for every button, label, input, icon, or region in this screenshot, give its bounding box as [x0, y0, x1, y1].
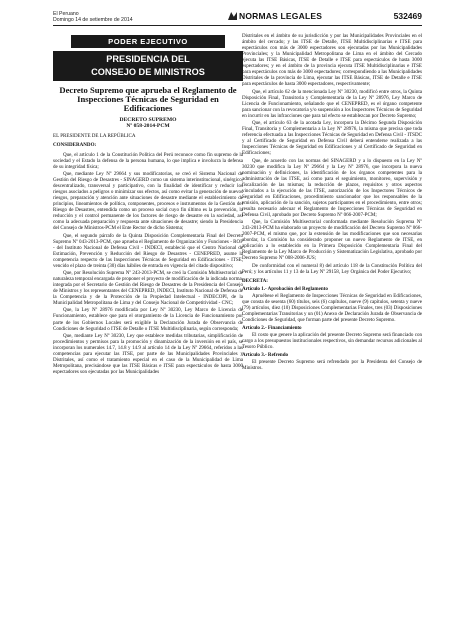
- article-body: El costo que genere la aplicación del presente Decreto Supremo será financiado con cargo a los presupuestos institucionales respectivos, sin demandar recursos adicionales al Tesoro Público.: [242, 332, 423, 351]
- president-line: EL PRESIDENTE DE LA REPÚBLICA: [53, 133, 136, 140]
- decree-number: [53, 117, 243, 130]
- section-title: [228, 11, 322, 21]
- right-column: [242, 33, 422, 373]
- issue-date: Domingo 14 de setiembre de 2014: [53, 17, 133, 23]
- presidencia-line1: PRESIDENCIA DEL: [106, 54, 190, 64]
- page-header: [53, 11, 422, 25]
- poder-ejecutivo-banner: PODER EJECUTIVO: [71, 35, 225, 48]
- section-label: NORMAS LEGALES: [239, 11, 323, 21]
- paragraph: Que, mediante Ley Nº 30230, Ley que establece medidas tributarias, simplificación de procedimientos y permisos para la promoción y dinamización de la inversión en el país, se incorporan los numerales 14.7, 14.8 y 14.9 al artículo 14 de la Ley Nº 29664, referidos a las competencias para ejecutar las ITSE, por parte de las Municipalidades Provinciales y Distritales, así como el tratamiento especial en el caso de la Municipalidad de Lima Metropolitana, precisándose que las ITSE Básicas e ITSE para espectáculos de hasta 3000 espectadores son ejecutadas por las Municipalidades: [53, 332, 243, 376]
- article-title: Artículo 1.- Aprobación del Reglamento: [242, 285, 328, 292]
- header-rule: [53, 25, 422, 26]
- paragraph: Que, de acuerdo con las normas del SINAGERD y a lo dispuesto en la Ley Nº 30230 que modifica la Ley Nº 29664 y la Ley Nº 28976, que incorpora la nueva nominación y definiciones, la identificación de los órganos competentes para la administración de las ITSE, así como para el seguimiento, monitoreo, supervisión y fiscalización de las mismas; la reducción de plazos, requisitos y otros aspectos vinculados a la ejecución de las ITSE, autorización de los Inspectores Técnicos de Seguridad en Edificaciones, procedimiento sancionador que los responsables de la emisión, aplicación de la sanción, sujetos participantes en el procedimiento, entre otros; resulta necesario adecuar el Reglamento de Inspecciones Técnicas de Seguridad en Defensa Civil, aprobado por Decreto Supremo Nº 066-2007-PCM;: [242, 157, 422, 218]
- paragraph: Que, el segundo párrafo de la Quinta Disposición Complementaria Final del Decreto Supremo Nº 043-2013-PCM, que aprueba el Reglamento de Organización y Funciones - ROF - del Instituto Nacional de Defensa Civil - INDECI, estableció que el Centro Nacional de Estimación, Prevención y Reducción del Riesgo de Desastres - CENEPRED, asume la competencia respecto de las Inspecciones Técnicas de Seguridad en Edificaciones - ITSE, vencido el plazo de treinta (30) días hábiles de entrada en vigencia del citado dispositivo;: [53, 232, 243, 269]
- decree-label: DECRETO SUPREMO: [119, 116, 177, 123]
- presidencia-banner: [53, 51, 243, 81]
- paragraph: Que, la Ley Nº 28976 modificada por Ley Nº 30230, Ley Marco de Licencia de Funcionamiento, establece que para el otorgamiento de la Licencia de Funcionamiento por parte de los Gobiernos Locales será exigible la Declaración Jurada de Observancia de Condiciones de Seguridad o ITSE de Detalle o ITSE Multidisciplinaria, según corresponda;: [53, 307, 243, 332]
- decreta-heading: DECRETA:: [242, 277, 268, 284]
- normas-legales-logo-icon: [228, 12, 237, 20]
- presidencia-line2: CONSEJO DE MINISTROS: [91, 67, 205, 77]
- considerando-heading: CONSIDERANDO:: [53, 142, 97, 149]
- paragraph: Que, el artículo 1 de la Constitución Política del Perú reconoce como fin supremo de la sociedad y el Estado la defensa de la persona humana, lo que implica e involucra la defensa de su integridad física;: [53, 151, 243, 170]
- paragraph: Que, la Comisión Multisectorial conformada mediante Resolución Suprema Nº 243-2013-PCM ha elaborado un proyecto de modificación del Decreto Supremo Nº 066-2007-PCM, el mismo que, por la extensión de las modificaciones que son necesarias abordar, la Comisión ha considerado proponer un nuevo Reglamento de ITSE, en aplicación a lo establecido en la Primera Disposición Complementaria Final del Reglamento de la Ley Marco de Producción y Sistematización Legislativa, aprobado por Decreto Supremo Nº 008-2006-JUS;: [242, 219, 422, 262]
- paragraph: De conformidad con el numeral 8) del artículo 118 de la Constitución Política del Perú; y los artículos 11 y 13 de la Ley Nº 29158, Ley Orgánica del Poder Ejecutivo;: [242, 262, 422, 275]
- paragraph: Distritales en el ámbito de su jurisdicción y por las Municipalidades Provinciales en el ámbito del cercado; y las ITSE de Detalle, ITSE Multidisciplinarias e ITSE para espectáculos con más de 3000 espectadores son ejecutadas por las Municipalidades Provinciales; y la Municipalidad Metropolitana de Lima en el ámbito del Cercado ejecuta las ITSE Básicas, ITSE de Detalle e ITSE para espectáculos de hasta 3000 espectadores; y en el ámbito de la provincia ejecuta ITSE Multidisciplinarias e ITSE para espectáculos con más de 3000 espectadores; correspondiendo a las Municipalidades Distritales de la provincia de Lima, ejecutar las ITSE Básicas, ITSE de Detalle e ITSE para espectáculos de hasta 3000 espectadores, respectivamente;: [242, 33, 422, 88]
- masthead: [53, 11, 133, 23]
- article-body: El presente Decreto Supremo será refrendado por la Presidenta del Consejo de Ministros.: [242, 359, 422, 372]
- paragraph: Que, el artículo 62 de la mencionada Ley Nº 30230, modificó entre otros, la Quinta Disposición Final, Transitoria y Complementaria de la Ley Nº 28976, Ley Marco de Licencia de Funcionamiento, señalando que el CENEPRED, es el órgano competente para sancionar con la revocatoria y/o suspensión a los Inspectores Técnicos de Seguridad en incurrir en las infracciones que para tal efecto se establezcan por Decreto Supremo;: [242, 88, 422, 119]
- article-title: Artículo 2.- Financiamiento: [242, 325, 302, 332]
- decree-title: Decreto Supremo que aprueba el Reglamento de Inspecciones Técnicas de Seguridad en Edificaciones: [59, 85, 237, 114]
- article-body: Apruébese el Reglamento de Inspecciones Técnicas de Seguridad en Edificaciones, que consta de sesenta (60) títulos, seis (6) capítulos, nueve (9) capítulos, setenta y nueve (79) artículos, diez (10) Disposiciones Complementarias Finales, tres (03) Disposiciones Complementarias Transitorias y un (01) Anexo de Declaración Jurada de Observancia de Condiciones de Seguridad, que forman parte del presente Decreto Supremo.: [242, 292, 422, 324]
- article-title: Artículo 3.- Refrendo: [242, 352, 289, 359]
- decree-code: Nº 058-2014-PCM: [126, 123, 170, 130]
- page-number: 532469: [393, 11, 422, 21]
- left-column: [53, 33, 243, 376]
- paragraph: Que, mediante Ley Nº 29664 y sus modificatorias, se creó el Sistema Nacional de Gestión del Riesgo de Desastres - SINAGERD como un sistema interinstitucional, sinérgico, descentralizado, transversal y participativo, con la finalidad de identificar y reducir los riesgos asociados a peligros o minimizar sus efectos, así como evitar la generación de nuevos riesgos, preparación y atención ante situaciones de desastre mediante el establecimiento de principios, lineamientos de política, componentes, procesos e instrumentos de la Gestión del Riesgo de Desastres, entendida como un proceso social cuyo fin último es la prevención, la reducción y el control permanente de los factores de riesgo de desastre en la sociedad, así como la adecuada preparación y respuesta ante situaciones de desastre; siendo la Presidencia del Consejo de Ministros-PCM el Ente Rector de dicho Sistema;: [53, 170, 243, 232]
- paragraph: Que, el artículo 63 de la acotada Ley, incorpora la Décimo Segunda Disposición Final, Transitoria y Complementaria a la Ley Nº 28976, la misma que precisa que toda referencia efectuada a las Inspecciones Técnicas de Seguridad en Defensa Civil - ITSDC y al Certificado de Seguridad en Defensa Civil deberá entenderse realizada a las Inspecciones Técnicas de Seguridad en Edificaciones y al Certificado de Seguridad en Edificaciones;: [242, 120, 422, 157]
- paragraph: Que, por Resolución Suprema Nº 243-2013-PCM, se creó la Comisión Multisectorial de naturaleza temporal encargada de proponer el proyecto de modificación de la indicada norma, integrada por el Secretario de Gestión del Riesgo de Desastres de la Presidencia del Consejo de Ministros y los representantes del CENEPRED, INDECI, Instituto Nacional de Defensa de la Competencia y de la Protección de la Propiedad Intelectual - INDECOPI, de la Municipalidad Metropolitana de Lima y del Consejo Nacional de Competitividad - CNC;: [53, 269, 243, 307]
- brand-name: El Peruano: [53, 11, 79, 17]
